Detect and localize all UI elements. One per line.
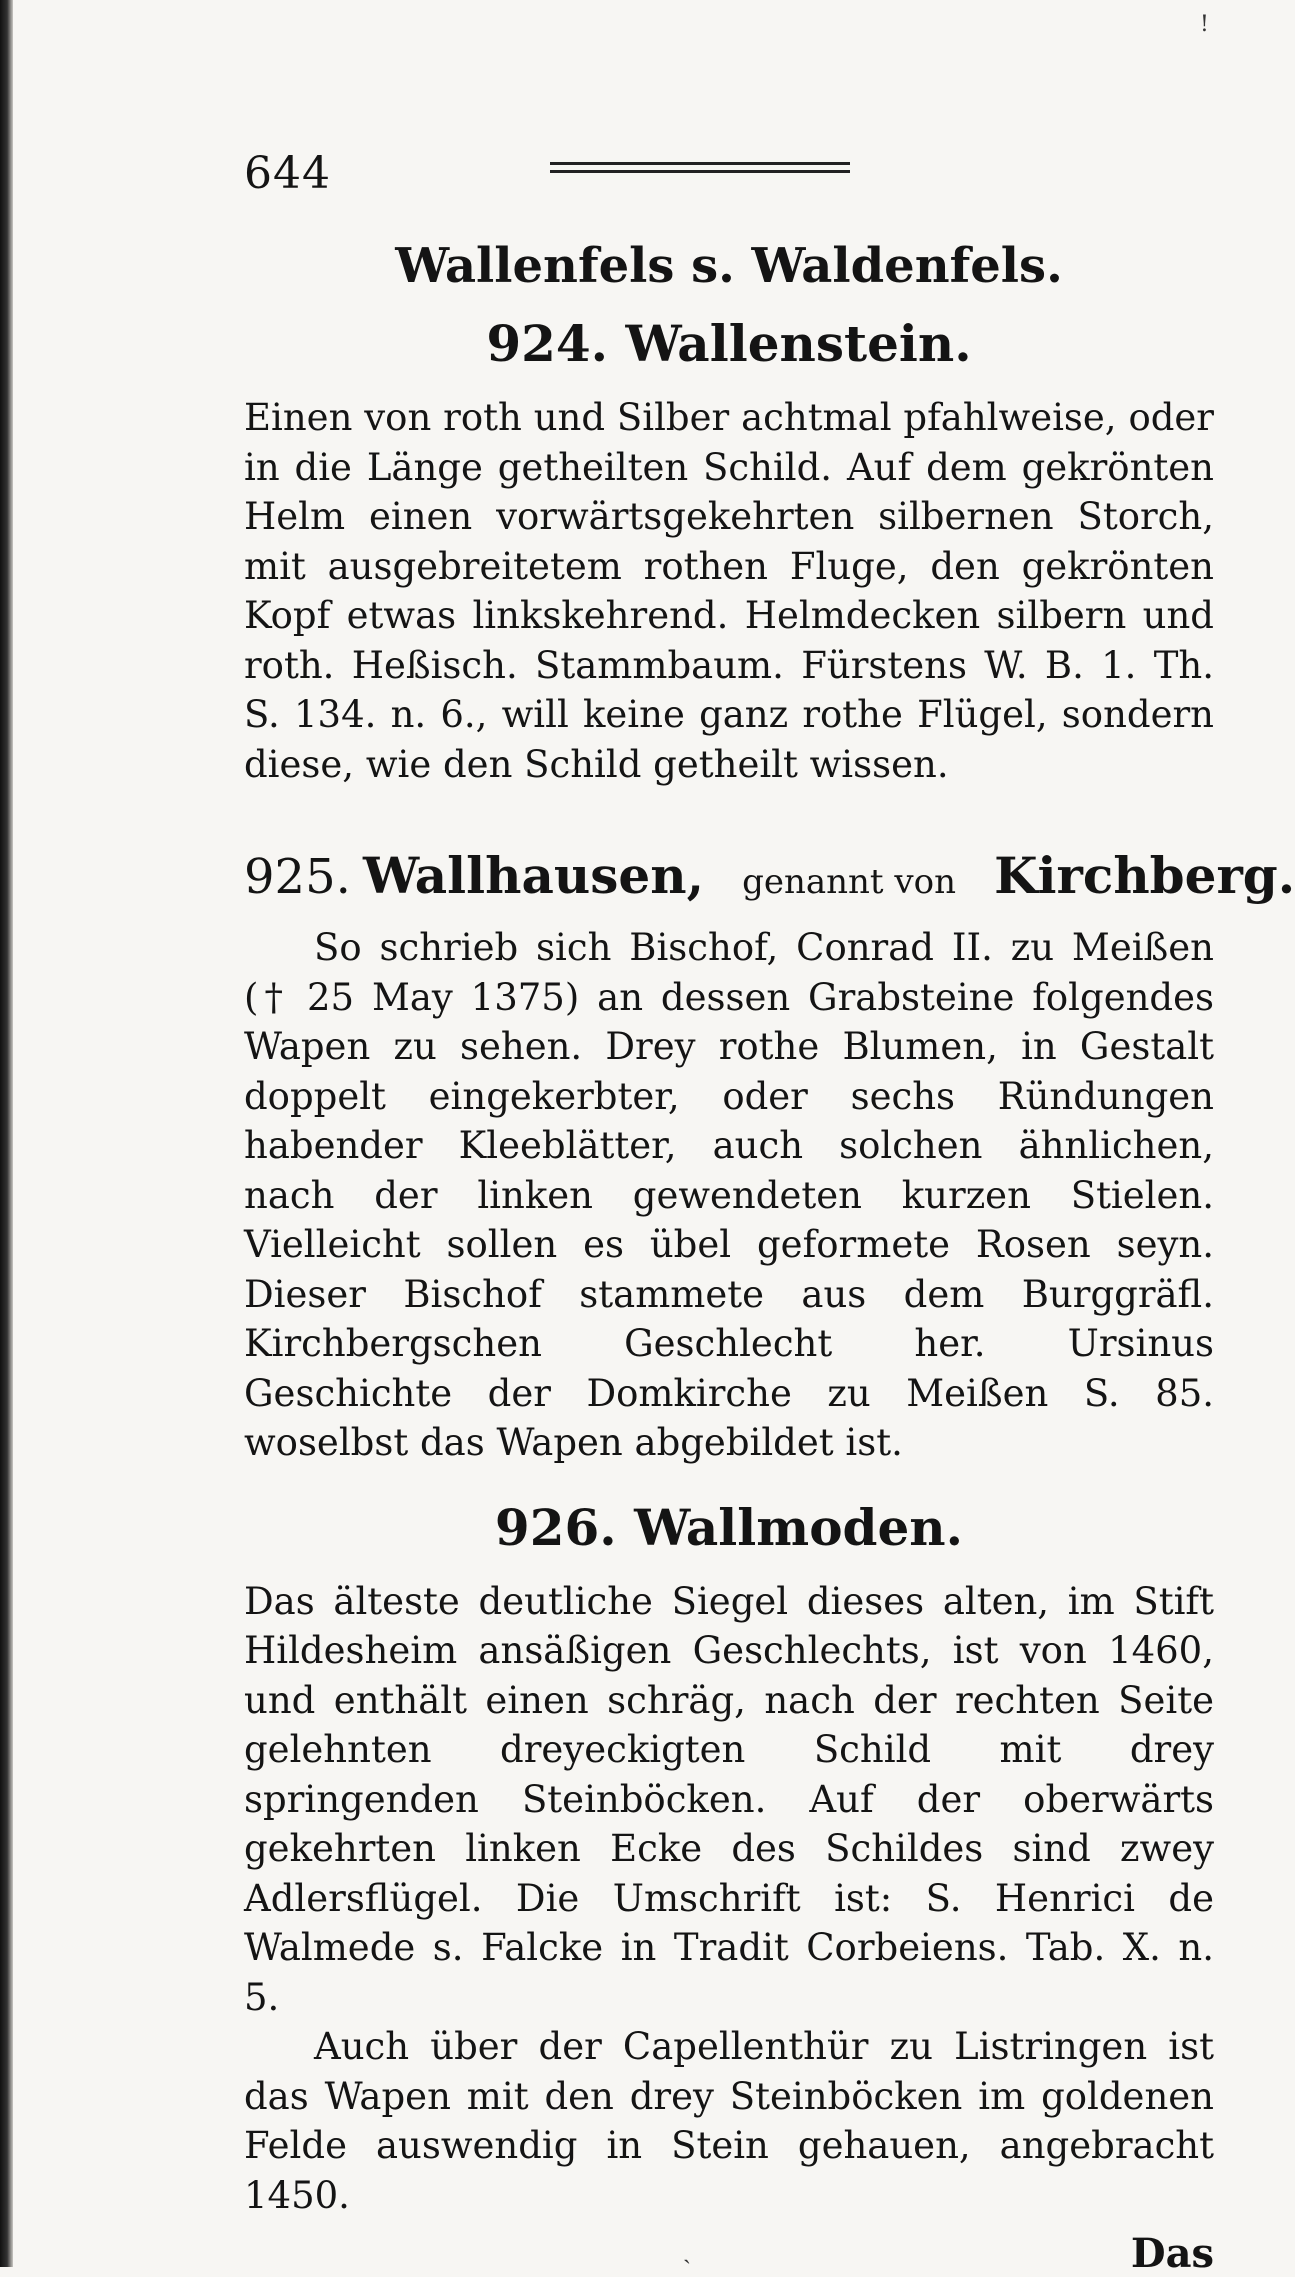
entry-925 [244,841,1295,1468]
entry-926-text-1: Das älteste deutliche Siegel dieses alten, im Stift Hildesheim ansäßigen Geschlechts, ist von 1460, und enthält einen schräg, nach der rechten Seite gelehnten dreyeckigten Schild mit drey springenden Steinböcken. Auf der oberwärts gekehrten linken Ecke des Schildes sind zwey Adlersflügel. Die Umschrift ist: S. Henrici de Walmede s. Falcke in Tradit Corbeiens. Tab. X. n. 5. [244,1579,1214,2019]
entry-926-text-2: Auch über der Capellenthür zu Listringen ist das Wapen mit den drey Steinböcken im goldenen Felde auswendig in Stein gehauen, angebracht 1450. [244,2025,1214,2217]
entry-925-number: 925. [244,849,351,905]
entry-925-place: Kirchberg. [994,846,1295,905]
page-binding-edge [0,0,13,2267]
entry-925-text: So schrieb sich Bischof, Conrad II. zu Meißen († 25 May 1375) an dessen Grabsteine folgendes Wapen zu sehen. Drey rothe Blumen, in Gestalt doppelt eingekerbter, oder sechs Ründungen habender Kleeblätter, auch solchen ähnlichen, nach der linken gewendeten kurzen Stielen. Vielleicht sollen es übel geformete Rosen seyn. Dieser Bischof stammete aus dem Burggräfl. Kirchbergschen Geschlecht her. Ursinus Geschichte der Domkirche zu Meißen S. 85. woselbst das Wapen abgebildet ist. [244,926,1214,1464]
entry-924 [244,314,1214,789]
entry-925-heading [244,841,1295,917]
entry-924-heading: 924. Wallenstein. [486,314,972,373]
page-body [244,238,1295,2277]
entry-926 [244,1498,1214,2221]
header-rule-line-top [550,162,850,165]
header-rule-line-bottom [550,170,850,173]
cross-reference-heading: Wallenfels s. Waldenfels. [395,238,1063,294]
page-header [0,148,1259,208]
entry-925-subtitle: genannt von [742,862,956,902]
bottom-mark: ˎ [683,2236,691,2264]
entry-924-text: Einen von roth und Silber achtmal pfahlweise, oder in die Länge getheilten Schild. Auf dem gekrönten Helm einen vorwärtsgekehrten silbernen Storch, mit ausgebreitetem rothen Fluge, den gekrönten Kopf etwas linkskehrend. Helmdecken silbern und roth. Heßisch. Stammbaum. Fürstens W. B. 1. Th. S. 134. n. 6., will keine ganz rothe Flügel, sondern diese, wie den Schild getheilt wissen. [244,396,1214,786]
header-rule [550,162,850,174]
page-number: 644 [244,148,331,199]
entry-926-heading: 926. Wallmoden. [494,1497,964,1557]
catchword: Das [1130,2230,1214,2277]
entry-925-name: Wallhausen, [362,846,704,905]
corner-mark: ! [1200,12,1209,37]
